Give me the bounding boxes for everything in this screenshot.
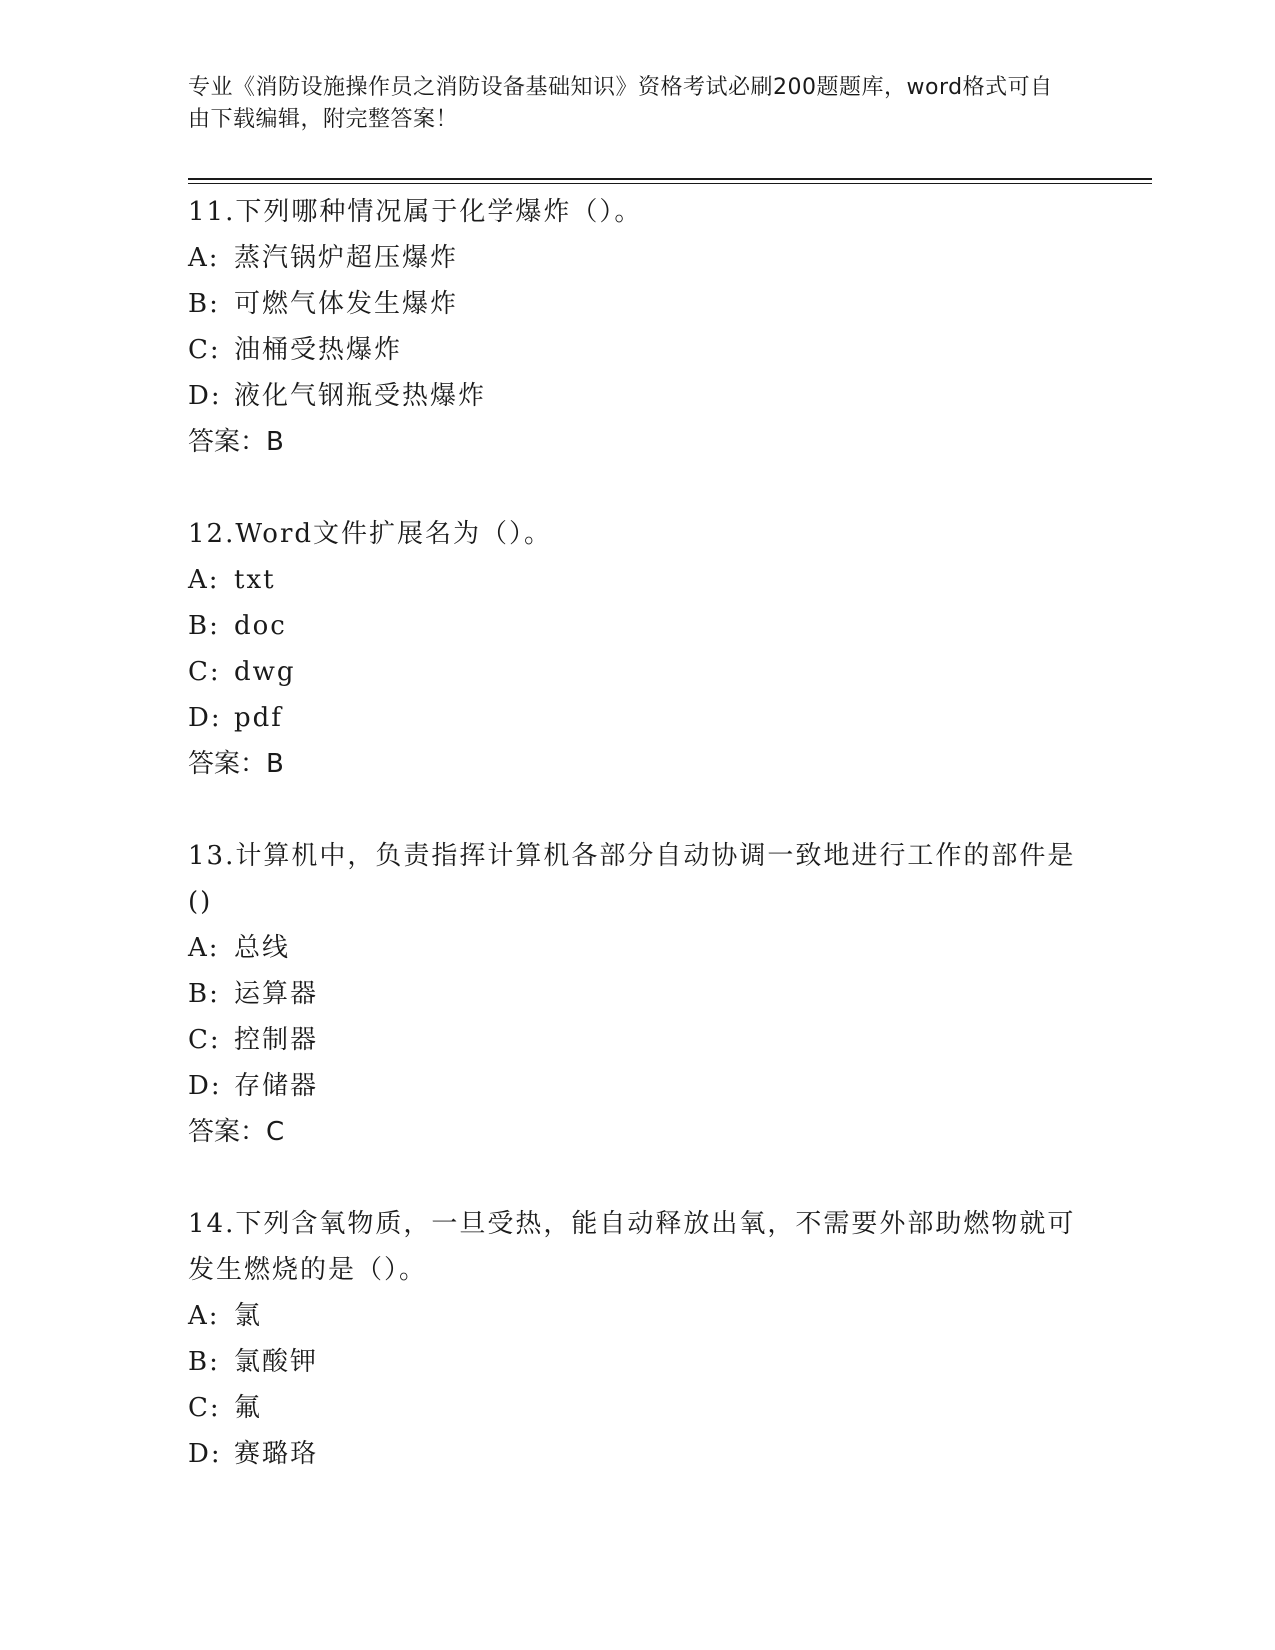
option-a xyxy=(188,235,1088,281)
question-12 xyxy=(188,511,1088,787)
option-letter: C: xyxy=(188,1393,221,1423)
option-letter: A: xyxy=(188,243,220,273)
option-c xyxy=(188,327,1088,373)
option-b xyxy=(188,1339,1088,1385)
question-14 xyxy=(188,1201,1088,1477)
answer-line: 答案：C xyxy=(188,1117,285,1147)
option-letter: C: xyxy=(188,657,221,687)
spacer xyxy=(188,787,1088,833)
option-text: dwg xyxy=(234,657,296,687)
question-stem: 13.计算机中，负责指挥计算机各部分自动协调一致地进行工作的部件是() xyxy=(188,841,1076,917)
option-text: 液化气钢瓶受热爆炸 xyxy=(234,381,487,411)
question-13 xyxy=(188,833,1088,1155)
option-text: 氯酸钾 xyxy=(234,1347,319,1377)
option-letter: D: xyxy=(188,381,222,411)
option-text: 蒸汽锅炉超压爆炸 xyxy=(234,243,459,273)
option-text: txt xyxy=(234,565,276,595)
option-text: 存储器 xyxy=(234,1071,319,1101)
option-letter: B: xyxy=(188,611,220,641)
option-d xyxy=(188,695,1088,741)
option-letter: B: xyxy=(188,289,220,319)
option-letter: C: xyxy=(188,1025,221,1055)
option-text: 油桶受热爆炸 xyxy=(234,335,403,365)
option-letter: B: xyxy=(188,979,220,1009)
document-header: 专业《消防设施操作员之消防设备基础知识》资格考试必刷200题题库，word格式可自由下载编辑，附完整答案！ xyxy=(188,75,1053,132)
option-text: 赛璐珞 xyxy=(234,1439,319,1469)
option-letter: D: xyxy=(188,1439,222,1469)
option-text: doc xyxy=(234,611,287,641)
option-d xyxy=(188,1431,1088,1477)
option-letter: D: xyxy=(188,1071,222,1101)
option-text: 控制器 xyxy=(234,1025,319,1055)
answer-line: 答案：B xyxy=(188,427,284,457)
question-list xyxy=(188,189,1088,1477)
question-stem: 11.下列哪种情况属于化学爆炸（）。 xyxy=(188,197,643,227)
option-b xyxy=(188,603,1088,649)
option-text: 总线 xyxy=(234,933,291,963)
option-letter: B: xyxy=(188,1347,220,1377)
option-c xyxy=(188,1017,1088,1063)
option-text: 可燃气体发生爆炸 xyxy=(234,289,459,319)
option-text: pdf xyxy=(234,703,283,733)
option-text: 氯 xyxy=(234,1301,263,1331)
option-letter: A: xyxy=(188,933,220,963)
question-stem: 12.Word文件扩展名为（）。 xyxy=(188,519,553,549)
option-d xyxy=(188,1063,1088,1109)
option-text: 氟 xyxy=(234,1393,263,1423)
question-stem: 14.下列含氧物质，一旦受热，能自动释放出氧，不需要外部助燃物就可发生燃烧的是（）。 xyxy=(188,1209,1076,1285)
option-letter: D: xyxy=(188,703,222,733)
option-d xyxy=(188,373,1088,419)
option-b xyxy=(188,971,1088,1017)
option-a xyxy=(188,925,1088,971)
option-a xyxy=(188,557,1088,603)
spacer xyxy=(188,1155,1088,1201)
option-letter: C: xyxy=(188,335,221,365)
header-divider-bottom xyxy=(188,183,1152,184)
header-divider-top xyxy=(188,178,1152,180)
answer-line: 答案：B xyxy=(188,749,284,779)
option-b xyxy=(188,281,1088,327)
option-text: 运算器 xyxy=(234,979,319,1009)
spacer xyxy=(188,465,1088,511)
option-a xyxy=(188,1293,1088,1339)
option-c xyxy=(188,1385,1088,1431)
option-c xyxy=(188,649,1088,695)
option-letter: A: xyxy=(188,1301,220,1331)
question-11 xyxy=(188,189,1088,465)
option-letter: A: xyxy=(188,565,220,595)
